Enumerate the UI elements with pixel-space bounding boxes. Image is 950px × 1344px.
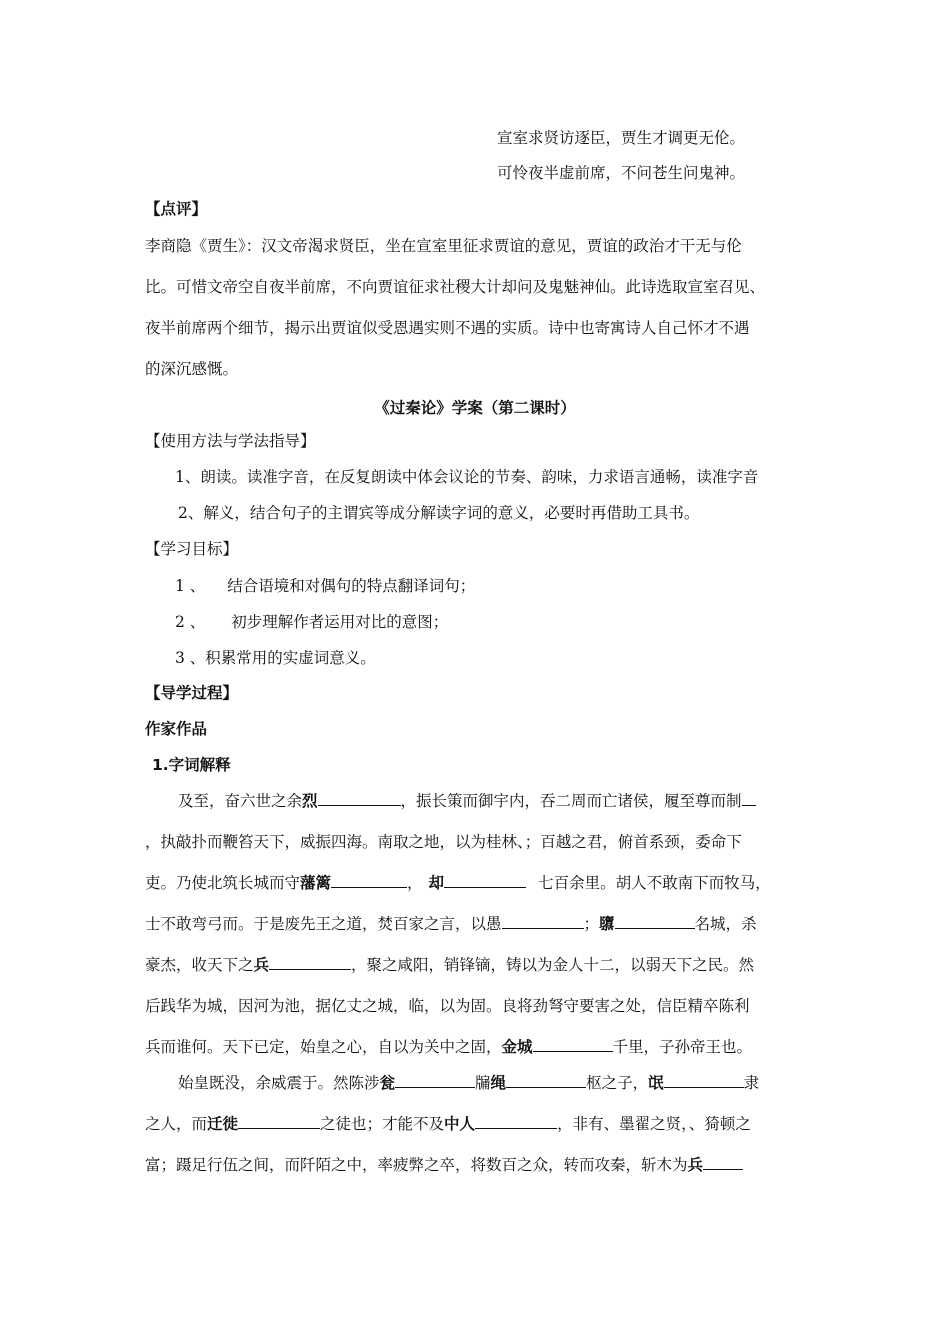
method-item-2: 2、解义，结合句子的主谓宾等成分解读字词的意义，必要时再借助工具书。 bbox=[178, 504, 700, 522]
passage-line-4 bbox=[145, 914, 757, 934]
passage-line-8 bbox=[178, 1073, 759, 1093]
review-paragraph-line: 夜半前席两个细节，揭示出贾谊似受恩遇实则不遇的实质。诗中也寄寓诗人自己怀才不遇 bbox=[145, 319, 750, 337]
passage-text: ，非有、墨翟之贤，、猗顿之 bbox=[557, 1115, 751, 1133]
passage-line-5 bbox=[145, 955, 754, 975]
passage-text: 之人，而 bbox=[145, 1115, 208, 1133]
review-paragraph-line: 李商隐《贾生》：汉文帝渴求贤臣，坐在宣室里征求贾谊的意见，贾谊的政治才干无与伦 bbox=[145, 237, 742, 255]
goal-text: 结合语境和对偶句的特点翻译词句； bbox=[227, 577, 476, 595]
answer-blank[interactable] bbox=[664, 1073, 744, 1088]
passage-text: ， bbox=[407, 874, 423, 892]
passage-text: 七百余里。胡人不敢南下而牧马， bbox=[538, 874, 771, 892]
process-heading: 【导学过程】 bbox=[145, 684, 239, 702]
passage-line-10 bbox=[145, 1155, 743, 1175]
process-subheading: 作家作品 bbox=[145, 720, 208, 738]
goals-heading: 【学习目标】 bbox=[145, 540, 239, 558]
review-paragraph-line: 的深沉感慨。 bbox=[145, 360, 239, 378]
answer-blank[interactable] bbox=[331, 873, 407, 888]
goal-item-2 bbox=[175, 612, 448, 632]
poem-line-1: 宣室求贤访逐臣，贾生才调更无伦。 bbox=[497, 129, 746, 147]
goal-number: 2 、 bbox=[175, 613, 206, 631]
passage-text: 兵而谁何。天下已定，始皇之心，自以为关中之固， bbox=[145, 1038, 502, 1056]
answer-blank[interactable] bbox=[238, 1114, 320, 1129]
method-heading: 【使用方法与学法指导】 bbox=[145, 432, 316, 450]
passage-text: 吏。乃使北筑长城而守 bbox=[145, 874, 301, 892]
passage-text: 豪杰，收天下之 bbox=[145, 956, 254, 974]
passage-text: ，聚之咸阳，销锋镝，铸以为金人十二，以弱天下之民。然 bbox=[351, 956, 755, 974]
passage-text: 隶 bbox=[743, 1074, 760, 1092]
passage-line-7 bbox=[145, 1037, 752, 1057]
passage-text: 及至，奋六世之余 bbox=[178, 792, 303, 810]
answer-blank[interactable] bbox=[502, 914, 584, 929]
poem-line-2: 可怜夜半虚前席，不问苍生问鬼神。 bbox=[497, 164, 746, 182]
passage-text: 牖 bbox=[475, 1074, 491, 1092]
key-word: 瓮 bbox=[379, 1074, 396, 1092]
goal-number: 1 、 bbox=[175, 577, 206, 595]
key-word: 中人 bbox=[444, 1115, 476, 1133]
answer-blank[interactable] bbox=[444, 873, 526, 888]
passage-text: 枢之子， bbox=[586, 1074, 649, 1092]
passage-line-6: 后践华为城，因河为池，据亿丈之城，临，以为固。良将劲弩守要害之处，信臣精卒陈利 bbox=[145, 997, 750, 1015]
passage-text: 之徒也；才能不及 bbox=[320, 1115, 445, 1133]
answer-blank[interactable] bbox=[742, 791, 756, 806]
method-item-1: 1、朗读。读准字音，在反复朗读中体会议论的节奏、韵味，力求语言通畅，读准字音 bbox=[175, 468, 759, 486]
key-word: 氓 bbox=[648, 1074, 664, 1092]
passage-text: ； bbox=[583, 915, 600, 933]
key-word: 隳 bbox=[599, 915, 615, 933]
key-word: 兵 bbox=[687, 1156, 704, 1174]
passage-text: 始皇既没，余威震于。然陈涉 bbox=[178, 1074, 380, 1092]
answer-blank[interactable] bbox=[318, 791, 401, 806]
key-word: 迁徙 bbox=[207, 1115, 239, 1133]
answer-blank[interactable] bbox=[475, 1114, 557, 1129]
section-heading: 1.字词解释 bbox=[152, 756, 231, 774]
passage-text: ，振长策而御宇内，吞二周而亡诸侯，履至尊而制 bbox=[400, 792, 742, 810]
goal-text: 初步理解作者运用对比的意图； bbox=[231, 613, 449, 631]
answer-blank[interactable] bbox=[269, 955, 351, 970]
passage-text: 名城，杀 bbox=[694, 915, 757, 933]
key-word: 藩篱 bbox=[300, 874, 332, 892]
key-word: 烈 bbox=[302, 792, 318, 810]
passage-line-1 bbox=[178, 791, 756, 811]
goal-item-1 bbox=[175, 576, 475, 596]
answer-blank[interactable] bbox=[615, 914, 695, 929]
answer-blank[interactable] bbox=[395, 1073, 475, 1088]
review-heading: 【点评】 bbox=[145, 200, 208, 218]
key-word: 兵 bbox=[253, 956, 270, 974]
passage-line-3 bbox=[145, 873, 771, 893]
passage-text: 富；蹑足行伍之间，而阡陌之中，率疲弊之卒，将数百之众，转而攻秦，斩木为 bbox=[145, 1156, 688, 1174]
answer-blank[interactable] bbox=[506, 1073, 586, 1088]
key-word: 却 bbox=[428, 874, 445, 892]
key-word: 金城 bbox=[501, 1038, 533, 1056]
goal-item-3: 3 、积累常用的实虚词意义。 bbox=[175, 649, 376, 667]
passage-line-9 bbox=[145, 1114, 751, 1134]
answer-blank[interactable] bbox=[703, 1155, 743, 1170]
review-paragraph-line: 比。可惜文帝空自夜半前席，不向贾谊征求社稷大计却问及鬼魅神仙。此诗选取宣室召见、 bbox=[145, 278, 766, 296]
answer-blank[interactable] bbox=[533, 1037, 613, 1052]
key-word: 绳 bbox=[490, 1074, 507, 1092]
passage-line-2: ，执敲扑而鞭笞天下，威振四海。南取之地，以为桂林、；百越之君，俯首系颈，委命下 bbox=[145, 833, 742, 851]
document-title: 《过秦论》学案（第二课时） bbox=[374, 399, 576, 417]
passage-text: 士不敢弯弓而。于是废先王之道，焚百家之言，以愚 bbox=[145, 915, 502, 933]
passage-text: 千里，子孙帝王也。 bbox=[612, 1038, 753, 1056]
